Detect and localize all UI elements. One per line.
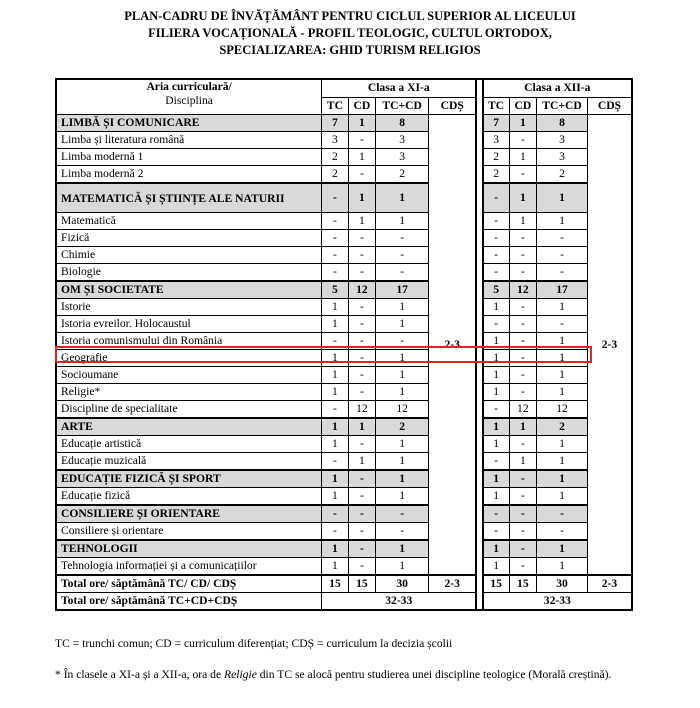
discipline-xi-tc: - (322, 333, 348, 350)
discipline-row (56, 453, 632, 471)
discipline-name: Limba modernă 2 (56, 166, 322, 184)
header-area-line1: Aria curriculară/ (146, 80, 232, 93)
discipline-xi-tccd: 1 (376, 213, 429, 230)
header-cds-xi: CDȘ (429, 97, 477, 115)
footnote-italic: Religie (224, 668, 257, 681)
category-xi-tc: 7 (322, 115, 348, 132)
totals-xi-cd: 15 (348, 575, 376, 593)
discipline-xii-cd: - (509, 132, 537, 149)
discipline-row (56, 230, 632, 247)
discipline-xi-cd: - (348, 350, 376, 367)
discipline-xi-tc: 1 (322, 488, 348, 506)
discipline-xii-tccd: 1 (537, 299, 588, 316)
discipline-xi-tccd: - (376, 333, 429, 350)
discipline-xii-tc: - (483, 230, 509, 247)
discipline-row (56, 264, 632, 282)
discipline-xii-tccd: 3 (537, 132, 588, 149)
discipline-xii-cd: - (509, 333, 537, 350)
discipline-xi-tccd: 12 (376, 401, 429, 419)
discipline-name: Educație artistică (56, 436, 322, 453)
discipline-xii-tccd: 3 (537, 149, 588, 166)
category-row (56, 470, 632, 488)
category-xii-tccd: 1 (537, 470, 588, 488)
category-name: ARTE (56, 418, 322, 436)
discipline-xi-tccd: 1 (376, 350, 429, 367)
discipline-name: Educație fizică (56, 488, 322, 506)
legend: TC = trunchi comun; CD = curriculum diferențiat; CDȘ = curriculum la decizia școlii (55, 637, 453, 650)
discipline-xi-tc: 1 (322, 384, 348, 401)
discipline-xi-tccd: 3 (376, 149, 429, 166)
category-xii-tc: - (483, 505, 509, 523)
totals-xi-tccd: 30 (376, 575, 429, 593)
discipline-xi-tc: - (322, 453, 348, 471)
discipline-xi-cd: 1 (348, 213, 376, 230)
discipline-xii-tccd: 1 (537, 436, 588, 453)
discipline-xii-tccd: - (537, 523, 588, 541)
category-name: EDUCAȚIE FIZICĂ ȘI SPORT (56, 470, 322, 488)
discipline-xi-cd: - (348, 247, 376, 264)
discipline-xi-cd: - (348, 384, 376, 401)
discipline-row (56, 558, 632, 576)
discipline-xi-tc: 1 (322, 316, 348, 333)
header-cd-xi: CD (348, 97, 376, 115)
discipline-xii-cd: - (509, 247, 537, 264)
discipline-xi-tc: 3 (322, 132, 348, 149)
discipline-xi-tc: - (322, 247, 348, 264)
totals-xii-cds: 2-3 (587, 575, 632, 593)
discipline-xi-tc: 2 (322, 149, 348, 166)
discipline-xi-cd: - (348, 230, 376, 247)
discipline-xi-tccd: 2 (376, 166, 429, 184)
discipline-name: Religie* (56, 384, 322, 401)
category-xi-cd: 1 (348, 418, 376, 436)
category-name: CONSILIERE ȘI ORIENTARE (56, 505, 322, 523)
category-xii-tc: 7 (483, 115, 509, 132)
discipline-xii-tc: 1 (483, 436, 509, 453)
totals-label: Total ore/ săptămână TC/ CD/ CDȘ (56, 575, 322, 593)
category-xii-cd: 1 (509, 115, 537, 132)
curriculum-table (55, 78, 633, 611)
category-xii-tc: - (483, 183, 509, 213)
discipline-xi-tccd: 1 (376, 384, 429, 401)
discipline-name: Istoria comunismului din România (56, 333, 322, 350)
discipline-name: Istorie (56, 299, 322, 316)
category-xii-cd: - (509, 470, 537, 488)
discipline-name: Biologie (56, 264, 322, 282)
category-xii-tccd: 1 (537, 183, 588, 213)
discipline-xii-tccd: 1 (537, 350, 588, 367)
category-xii-tccd: 17 (537, 281, 588, 299)
discipline-xii-tccd: - (537, 316, 588, 333)
discipline-xi-tc: 2 (322, 166, 348, 184)
discipline-xii-cd: 1 (509, 149, 537, 166)
totals-xii-tc: 15 (483, 575, 509, 593)
category-xii-tc: 1 (483, 418, 509, 436)
header-area (56, 79, 322, 115)
discipline-xii-tccd: 2 (537, 166, 588, 184)
discipline-xii-tc: 1 (483, 488, 509, 506)
discipline-row (56, 149, 632, 166)
discipline-xi-cd: 12 (348, 401, 376, 419)
discipline-xii-tc: 2 (483, 149, 509, 166)
header-tccd-xi: TC+CD (376, 97, 429, 115)
category-xii-tccd: 1 (537, 540, 588, 558)
category-xi-tc: 1 (322, 418, 348, 436)
grand-total-row (56, 593, 632, 611)
title-line-2: FILIERA VOCAȚIONALĂ - PROFIL TEOLOGIC, CULTUL ORTODOX, (148, 26, 552, 40)
category-row (56, 183, 632, 213)
category-xi-cd: - (348, 505, 376, 523)
discipline-xi-tc: 1 (322, 367, 348, 384)
category-xii-tccd: 8 (537, 115, 588, 132)
category-xi-tccd: 1 (376, 470, 429, 488)
discipline-xi-cd: - (348, 488, 376, 506)
discipline-xi-cd: - (348, 299, 376, 316)
category-xi-cd: 1 (348, 115, 376, 132)
discipline-xi-tccd: 1 (376, 453, 429, 471)
discipline-xi-tccd: 1 (376, 436, 429, 453)
discipline-name: Fizică (56, 230, 322, 247)
discipline-row (56, 436, 632, 453)
discipline-xii-tc: 1 (483, 558, 509, 576)
discipline-xii-tc: - (483, 264, 509, 282)
discipline-name: Limba modernă 1 (56, 149, 322, 166)
totals-xii-cd: 15 (509, 575, 537, 593)
discipline-xi-tccd: 3 (376, 132, 429, 149)
discipline-xii-tc: - (483, 523, 509, 541)
category-name: TEHNOLOGII (56, 540, 322, 558)
discipline-name: Tehnologia informației și a comunicațiilor (56, 558, 322, 576)
title-line-1: PLAN-CADRU DE ÎNVĂȚĂMÂNT PENTRU CICLUL SUPERIOR AL LICEULUI (124, 9, 576, 23)
discipline-xi-tccd: - (376, 264, 429, 282)
discipline-xii-tccd: - (537, 264, 588, 282)
discipline-xii-tc: 1 (483, 350, 509, 367)
discipline-xi-tccd: - (376, 523, 429, 541)
category-xi-tccd: 1 (376, 540, 429, 558)
discipline-xii-cd: - (509, 350, 537, 367)
discipline-xi-cd: 1 (348, 149, 376, 166)
discipline-xi-tccd: 1 (376, 367, 429, 384)
category-row (56, 418, 632, 436)
discipline-xii-tc: - (483, 316, 509, 333)
discipline-xi-tccd: 1 (376, 558, 429, 576)
discipline-xi-cd: - (348, 558, 376, 576)
document-title (0, 8, 700, 59)
discipline-xii-tccd: - (537, 230, 588, 247)
header-class-xi: Clasa a XI-a (322, 79, 477, 97)
discipline-xi-cd: - (348, 316, 376, 333)
category-xi-tccd: 2 (376, 418, 429, 436)
discipline-xii-cd: 12 (509, 401, 537, 419)
category-row (56, 281, 632, 299)
discipline-xii-tc: - (483, 213, 509, 230)
discipline-xii-cd: - (509, 558, 537, 576)
discipline-xi-cd: - (348, 132, 376, 149)
discipline-xi-cd: - (348, 523, 376, 541)
discipline-xi-tccd: 1 (376, 316, 429, 333)
discipline-row (56, 488, 632, 506)
discipline-row (56, 401, 632, 419)
discipline-row (56, 367, 632, 384)
discipline-row (56, 247, 632, 264)
discipline-xii-tccd: 1 (537, 453, 588, 471)
discipline-xii-tccd: 1 (537, 558, 588, 576)
category-xii-cd: 12 (509, 281, 537, 299)
discipline-name: Discipline de specialitate (56, 401, 322, 419)
header-tc-xi: TC (322, 97, 348, 115)
totals-row (56, 575, 632, 593)
discipline-name: Geografie (56, 350, 322, 367)
category-xii-cd: - (509, 505, 537, 523)
totals-xi-cds: 2-3 (429, 575, 477, 593)
discipline-xii-tc: 1 (483, 384, 509, 401)
discipline-xii-cd: - (509, 367, 537, 384)
header-tccd-xii: TC+CD (537, 97, 588, 115)
discipline-xii-tc: - (483, 401, 509, 419)
discipline-row (56, 213, 632, 230)
discipline-xii-tccd: - (537, 247, 588, 264)
discipline-xii-cd: 1 (509, 453, 537, 471)
category-xi-cd: 1 (348, 183, 376, 213)
category-xii-cd: 1 (509, 183, 537, 213)
category-xii-cd: - (509, 540, 537, 558)
category-xi-cd: 12 (348, 281, 376, 299)
category-xi-tccd: 1 (376, 183, 429, 213)
footnote-text-before: * În clasele a XI-a și a XII-a, ora de (55, 668, 224, 681)
category-xi-tc: 1 (322, 470, 348, 488)
discipline-xi-tccd: 1 (376, 299, 429, 316)
discipline-xii-cd: - (509, 264, 537, 282)
header-tc-xii: TC (483, 97, 509, 115)
discipline-xi-cd: 1 (348, 453, 376, 471)
category-xii-tc: 5 (483, 281, 509, 299)
discipline-xi-cd: - (348, 166, 376, 184)
discipline-name: Consiliere și orientare (56, 523, 322, 541)
discipline-xii-cd: - (509, 230, 537, 247)
discipline-name: Limba și literatura română (56, 132, 322, 149)
discipline-xii-cd: - (509, 523, 537, 541)
cds-xii-merged: 2-3 (587, 115, 632, 576)
grand-total-label: Total ore/ săptămână TC+CD+CDȘ (56, 593, 322, 611)
category-xi-tccd: - (376, 505, 429, 523)
discipline-xi-tc: - (322, 401, 348, 419)
discipline-xii-tccd: 1 (537, 213, 588, 230)
discipline-xii-tccd: 1 (537, 333, 588, 350)
discipline-name: Socioumane (56, 367, 322, 384)
discipline-xi-tccd: 1 (376, 488, 429, 506)
category-xi-tc: - (322, 183, 348, 213)
discipline-xii-cd: - (509, 384, 537, 401)
discipline-xi-cd: - (348, 333, 376, 350)
category-row (56, 540, 632, 558)
discipline-xi-tc: 1 (322, 558, 348, 576)
discipline-xi-cd: - (348, 436, 376, 453)
category-row (56, 505, 632, 523)
discipline-xii-tc: 1 (483, 299, 509, 316)
category-xii-tc: 1 (483, 470, 509, 488)
discipline-xii-tccd: 1 (537, 367, 588, 384)
category-xi-cd: - (348, 470, 376, 488)
discipline-xi-tc: - (322, 523, 348, 541)
discipline-xii-cd: 1 (509, 213, 537, 230)
category-xi-tc: 5 (322, 281, 348, 299)
footnote (55, 667, 645, 682)
discipline-xi-tc: 1 (322, 299, 348, 316)
discipline-xi-tc: - (322, 230, 348, 247)
discipline-row (56, 384, 632, 401)
grand-total-xi: 32-33 (322, 593, 477, 611)
discipline-name: Matematică (56, 213, 322, 230)
discipline-row (56, 299, 632, 316)
discipline-xi-tc: - (322, 264, 348, 282)
discipline-name: Istoria evreilor. Holocaustul (56, 316, 322, 333)
discipline-xii-cd: - (509, 436, 537, 453)
discipline-xi-tc: 1 (322, 436, 348, 453)
category-xi-tc: - (322, 505, 348, 523)
category-xi-tc: 1 (322, 540, 348, 558)
discipline-row (56, 523, 632, 541)
category-xii-tc: 1 (483, 540, 509, 558)
title-line-3: SPECIALIZAREA: GHID TURISM RELIGIOS (219, 43, 481, 57)
discipline-xii-tc: 3 (483, 132, 509, 149)
discipline-xi-cd: - (348, 367, 376, 384)
discipline-xii-cd: - (509, 299, 537, 316)
category-xi-cd: - (348, 540, 376, 558)
category-xii-cd: 1 (509, 418, 537, 436)
discipline-xi-tc: 1 (322, 350, 348, 367)
discipline-xi-cd: - (348, 264, 376, 282)
discipline-xii-tccd: 1 (537, 384, 588, 401)
discipline-xi-tccd: - (376, 247, 429, 264)
discipline-xii-tccd: 1 (537, 488, 588, 506)
totals-xi-tc: 15 (322, 575, 348, 593)
header-class-xii: Clasa a XII-a (483, 79, 632, 97)
grand-total-xii: 32-33 (483, 593, 632, 611)
discipline-xii-tc: 1 (483, 367, 509, 384)
category-name: LIMBĂ ȘI COMUNICARE (56, 115, 322, 132)
discipline-xii-cd: - (509, 316, 537, 333)
discipline-xi-tc: - (322, 213, 348, 230)
category-xi-tccd: 8 (376, 115, 429, 132)
discipline-row (56, 316, 632, 333)
cds-xi-merged: 2-3 (429, 115, 477, 576)
discipline-xi-tccd: - (376, 230, 429, 247)
discipline-xii-tccd: 12 (537, 401, 588, 419)
discipline-xii-cd: - (509, 166, 537, 184)
discipline-row (56, 166, 632, 184)
category-row (56, 115, 632, 132)
discipline-xii-tc: - (483, 247, 509, 264)
header-area-line2: Disciplina (165, 94, 213, 107)
footnote-text-after: din TC se alocă pentru studierea unei discipline teologice (Morală creștină). (256, 668, 612, 681)
category-xi-tccd: 17 (376, 281, 429, 299)
header-cds-xii: CDȘ (587, 97, 632, 115)
discipline-xii-tc: 1 (483, 333, 509, 350)
category-name: OM ȘI SOCIETATE (56, 281, 322, 299)
discipline-row (56, 333, 632, 350)
category-xii-tccd: - (537, 505, 588, 523)
totals-xii-tccd: 30 (537, 575, 588, 593)
discipline-row (56, 132, 632, 149)
header-cd-xii: CD (509, 97, 537, 115)
discipline-xii-cd: - (509, 488, 537, 506)
discipline-name: Chimie (56, 247, 322, 264)
category-name: MATEMATICĂ ȘI ȘTIINȚE ALE NATURII (56, 183, 322, 213)
discipline-name: Educație muzicală (56, 453, 322, 471)
discipline-xii-tc: 2 (483, 166, 509, 184)
discipline-xii-tc: - (483, 453, 509, 471)
category-xii-tccd: 2 (537, 418, 588, 436)
discipline-row (56, 350, 632, 367)
